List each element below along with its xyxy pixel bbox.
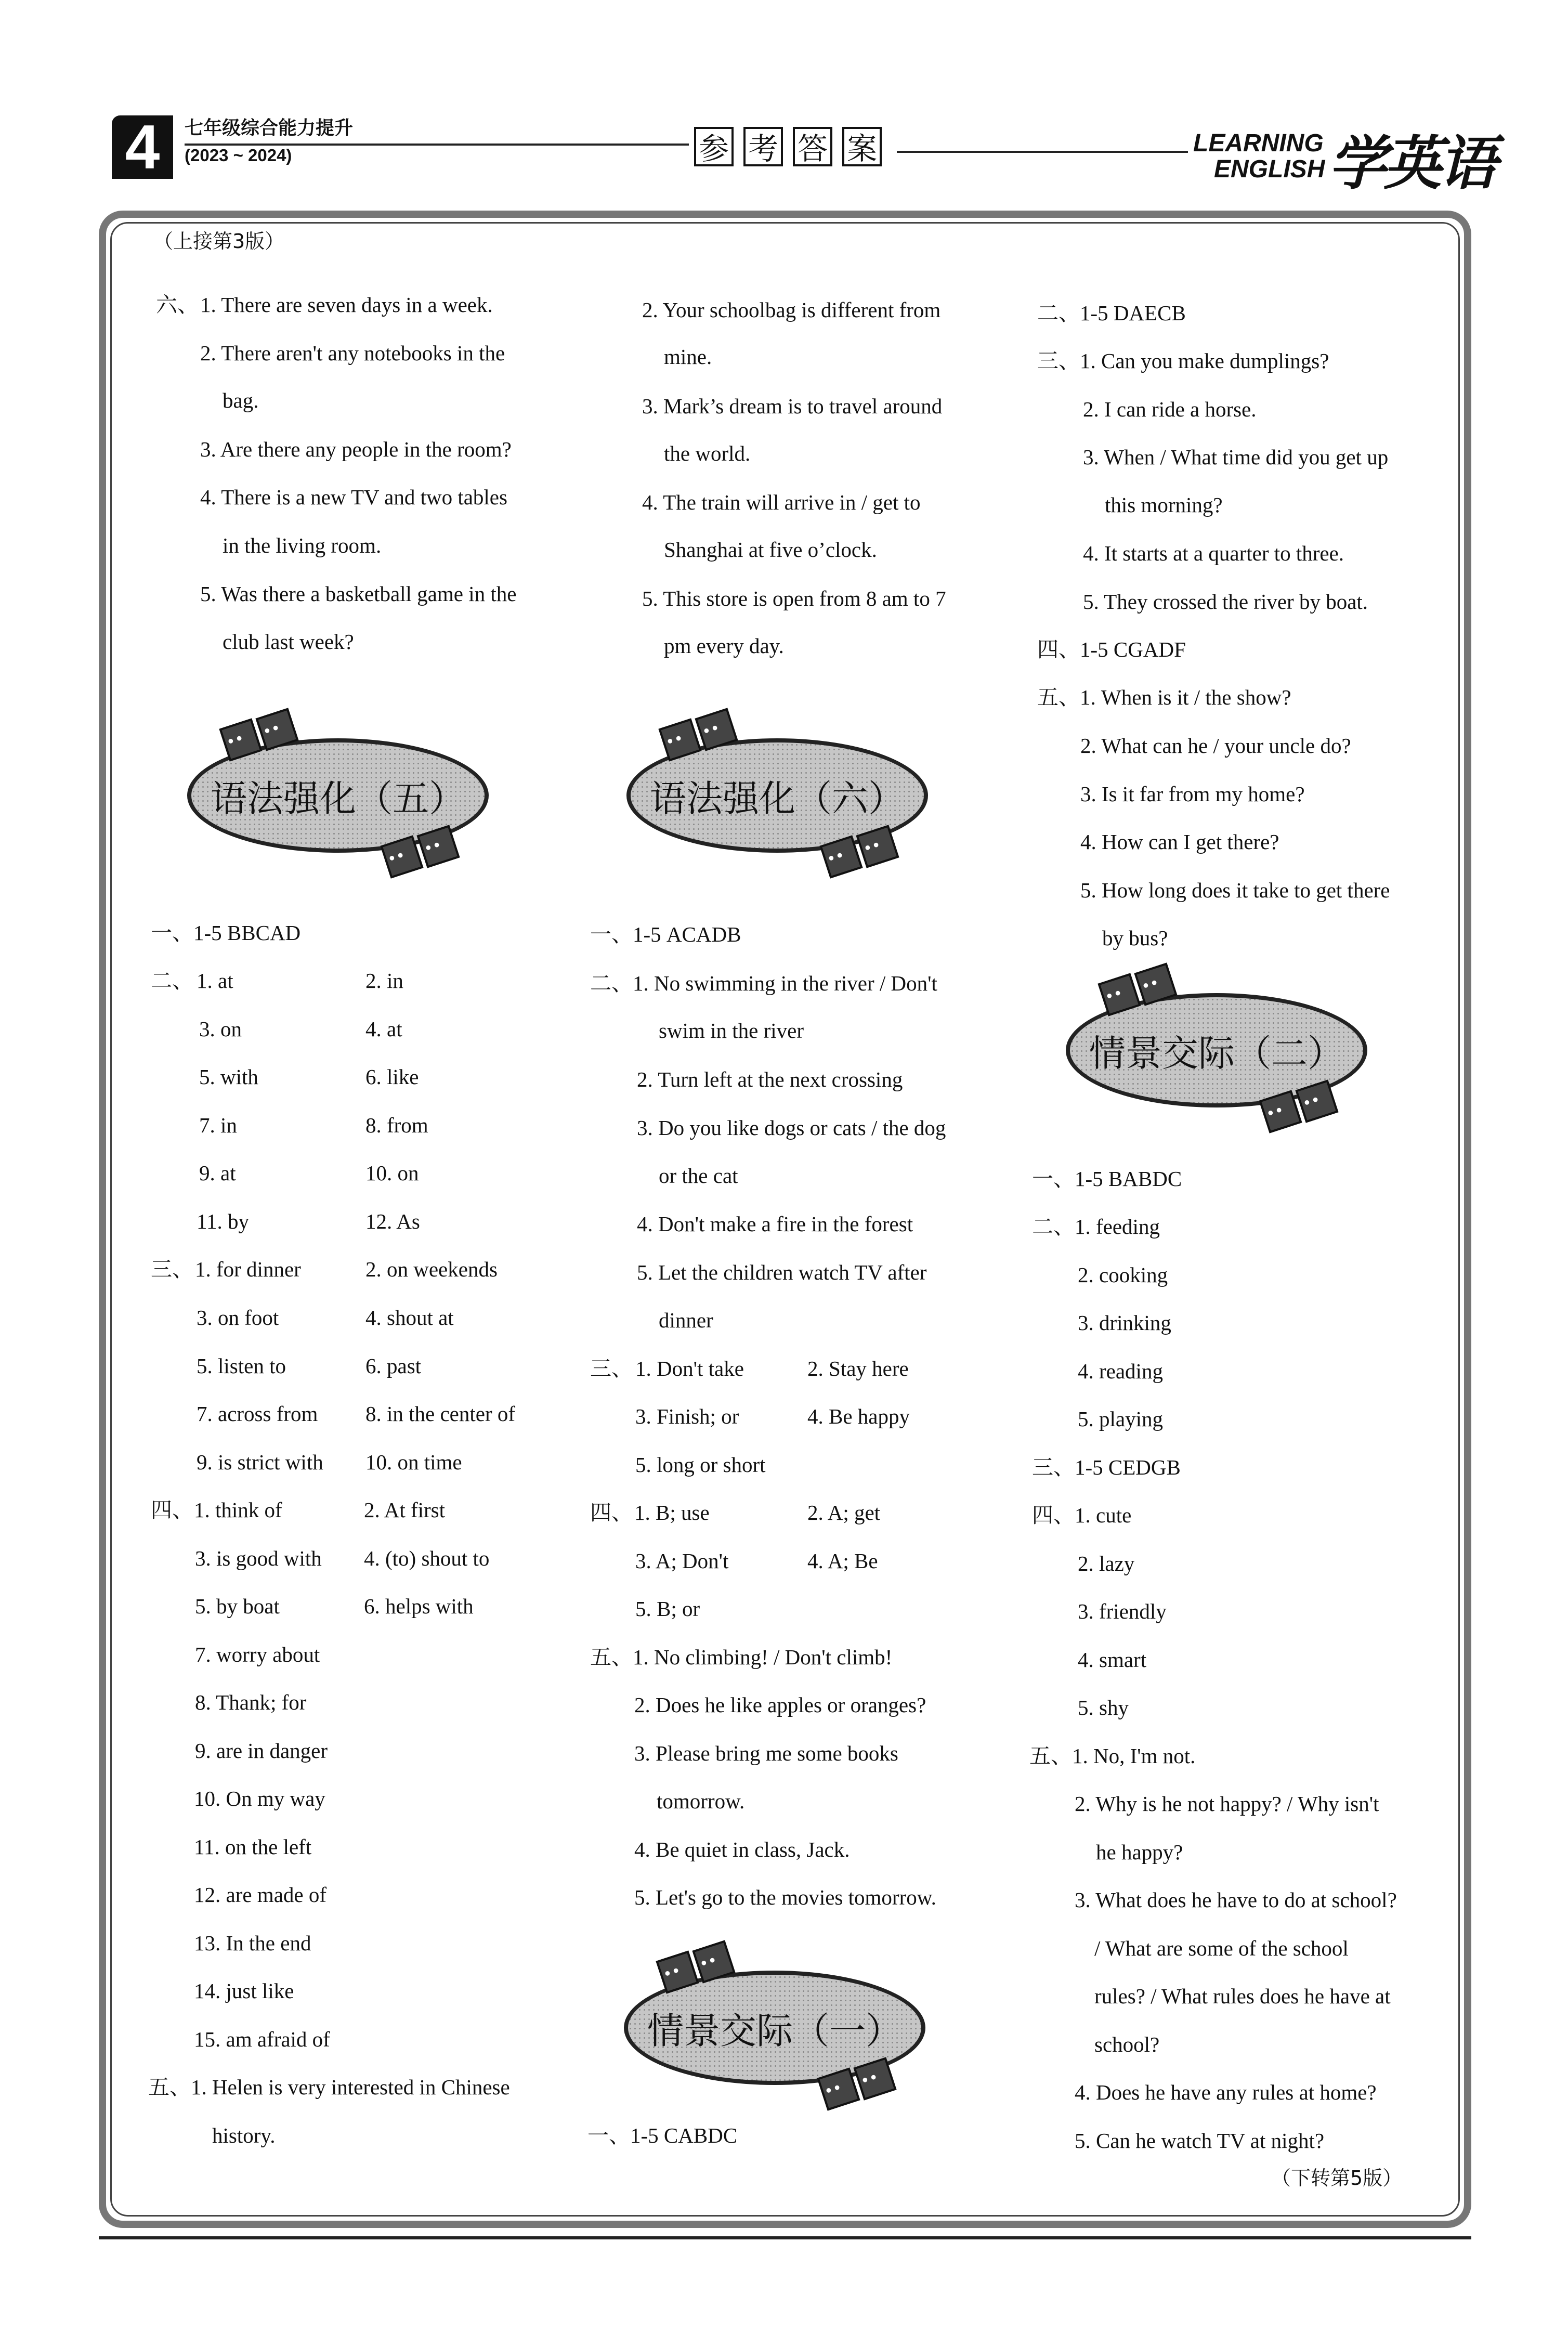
- answer-line: 2. Why is he not happy? / Why isn't: [1075, 1792, 1379, 1816]
- answer-line: 5. They crossed the river by boat.: [1083, 590, 1368, 614]
- answer-line: 3. drinking: [1078, 1311, 1171, 1335]
- answer-cell: 5. long or short: [635, 1453, 766, 1477]
- answer-line: 3. Is it far from my home?: [1080, 782, 1305, 806]
- answer-line: 二、1. feeding: [1032, 1215, 1160, 1239]
- answer-line: 3. Please bring me some books: [634, 1741, 898, 1765]
- answer-line: 五、1. No, I'm not.: [1029, 1744, 1196, 1768]
- answer-line: history.: [212, 2123, 276, 2147]
- answer-line: or the cat: [659, 1164, 738, 1188]
- answer-line: 3. Mark’s dream is to travel around: [642, 394, 943, 418]
- header-rule-left: [185, 144, 689, 146]
- answer-line: Shanghai at five o’clock.: [664, 538, 877, 562]
- answer-line: 四、1. cute: [1032, 1503, 1132, 1527]
- brand-english: ENGLISH: [1214, 155, 1325, 183]
- answer-line: 2. What can he / your uncle do?: [1080, 734, 1351, 758]
- continued-from-note: （上接第3版）: [153, 230, 285, 253]
- answer-line: 4. Be quiet in class, Jack.: [634, 1837, 850, 1861]
- answer-cell: 7. worry about: [195, 1643, 320, 1666]
- banner-title: 情景交际（一）: [647, 2010, 902, 2052]
- answer-line: 一、1-5 ACADB: [590, 922, 741, 946]
- answer-line: he happy?: [1096, 1840, 1183, 1864]
- section-label: 三、: [590, 1357, 633, 1380]
- answer-cell: 10. on time: [365, 1450, 462, 1474]
- answer-cell: 8. in the center of: [365, 1402, 516, 1426]
- answer-cell: 5. B; or: [635, 1597, 700, 1621]
- answer-char-1: 参: [694, 127, 734, 166]
- answer-cell: 4. at: [365, 1017, 402, 1041]
- answer-line: 5. Let's go to the movies tomorrow.: [634, 1885, 936, 1909]
- answer-line: 4. It starts at a quarter to three.: [1083, 541, 1344, 565]
- answer-line: 3. When / What time did you get up: [1083, 445, 1389, 469]
- answer-cell: 3. is good with: [195, 1546, 322, 1570]
- answer-cell: 12. are made of: [194, 1883, 326, 1907]
- answer-line: 4. Don't make a fire in the forest: [637, 1212, 913, 1236]
- answer-line: 3. What does he have to do at school?: [1075, 1888, 1397, 1912]
- answer-line: 一、1-5 BABDC: [1032, 1167, 1182, 1191]
- answer-cell: 3. on: [199, 1017, 242, 1041]
- answer-line: 五、1. No climbing! / Don't climb!: [590, 1645, 893, 1669]
- answer-cell: 9. at: [199, 1161, 236, 1185]
- answer-line: 2. I can ride a horse.: [1083, 397, 1257, 421]
- answer-cell: 7. in: [199, 1113, 237, 1137]
- answer-cell: 1. for dinner: [195, 1257, 301, 1281]
- answer-cell: 1. at: [197, 969, 233, 993]
- section-label: 二、: [151, 969, 193, 993]
- answer-line: 1. There are seven days in a week.: [200, 293, 493, 317]
- answer-char-3: 答: [793, 127, 832, 166]
- answer-cell: 8. from: [365, 1113, 428, 1137]
- answer-char-4: 案: [842, 127, 882, 166]
- header-title: 七年级综合能力提升: [185, 118, 354, 139]
- answer-line: mine.: [664, 345, 712, 369]
- answer-line: 二、1. No swimming in the river / Don't: [590, 971, 937, 995]
- answer-cell: 2. Stay here: [807, 1357, 909, 1380]
- answer-cell: 6. helps with: [364, 1594, 474, 1618]
- answer-cell: 12. As: [365, 1209, 420, 1233]
- footer-rule: [99, 2236, 1471, 2239]
- header-year: (2023 ~ 2024): [185, 146, 292, 165]
- answer-line: 3. Are there any people in the room?: [200, 437, 512, 461]
- answer-line: 3. Do you like dogs or cats / the dog: [637, 1116, 946, 1140]
- answer-line: swim in the river: [659, 1019, 804, 1042]
- answer-line: 4. There is a new TV and two tables: [200, 485, 507, 509]
- section-banner-dialogue-1: [613, 1945, 936, 2101]
- answer-cell: 1. B; use: [634, 1501, 710, 1524]
- answer-line: 5. Was there a basketball game in the: [200, 582, 517, 606]
- answer-line: 一、1-5 BBCAD: [151, 921, 301, 945]
- answer-cell: 5. with: [199, 1065, 258, 1089]
- answer-cell: 9. are in danger: [195, 1739, 328, 1763]
- answer-cell: 10. On my way: [194, 1787, 325, 1810]
- answer-line: bag.: [223, 388, 259, 412]
- section-banner-grammar-6: [616, 712, 938, 868]
- answer-line: 4. Does he have any rules at home?: [1075, 2080, 1377, 2104]
- answer-line: 2. lazy: [1078, 1552, 1135, 1575]
- answer-line: school?: [1094, 2032, 1160, 2056]
- answer-cell: 4. shout at: [365, 1306, 454, 1330]
- answer-cell: 13. In the end: [194, 1931, 311, 1955]
- answer-cell: 3. A; Don't: [635, 1549, 729, 1573]
- answer-cell: 1. Don't take: [635, 1357, 744, 1380]
- answer-cell: 14. just like: [194, 1979, 294, 2003]
- answer-line: 2. Turn left at the next crossing: [637, 1067, 903, 1091]
- answer-cell: 2. on weekends: [365, 1257, 498, 1281]
- page-number-badge: 4: [112, 115, 173, 179]
- answer-cell: 5. by boat: [195, 1594, 280, 1618]
- answer-cell: 9. is strict with: [197, 1450, 323, 1474]
- answer-line: 5. shy: [1078, 1696, 1129, 1719]
- section-label: 三、: [151, 1257, 193, 1281]
- answer-cell: 4. (to) shout to: [364, 1546, 490, 1570]
- answer-cell: 15. am afraid of: [194, 2027, 330, 2051]
- answer-line: / What are some of the school: [1094, 1936, 1349, 1960]
- banner-title: 情景交际（二）: [1089, 1032, 1344, 1075]
- answer-line: 三、1-5 CEDGB: [1032, 1455, 1181, 1479]
- answer-line: 4. How can I get there?: [1080, 830, 1279, 854]
- answer-line: tomorrow.: [657, 1789, 745, 1813]
- header-rule-right: [897, 151, 1188, 153]
- section-banner-dialogue-2: [1055, 967, 1378, 1123]
- answer-line: pm every day.: [664, 634, 784, 658]
- answer-cell: 8. Thank; for: [195, 1690, 307, 1714]
- answer-line: 5. Let the children watch TV after: [637, 1260, 927, 1284]
- answer-cell: 2. At first: [364, 1498, 446, 1522]
- answer-line: 4. reading: [1078, 1359, 1163, 1383]
- banner-title: 语法强化（六）: [650, 777, 905, 820]
- answer-line: 一、1-5 CABDC: [587, 2123, 738, 2147]
- answer-cell: 2. in: [365, 969, 403, 993]
- answer-line: 五、1. When is it / the show?: [1037, 685, 1291, 709]
- section-label: 六、: [156, 293, 199, 317]
- answer-cell: 3. on foot: [197, 1306, 279, 1330]
- answer-line: 4. The train will arrive in / get to: [642, 490, 921, 514]
- section-banner-grammar-5: [177, 712, 499, 868]
- answer-cell: 11. by: [197, 1209, 249, 1233]
- answer-line: rules? / What rules does he have at: [1094, 1984, 1391, 2008]
- answer-cell: 2. A; get: [807, 1501, 881, 1524]
- brand-logo: 学英语: [1328, 129, 1494, 198]
- answer-line: 5. playing: [1078, 1407, 1163, 1431]
- answer-line: in the living room.: [223, 533, 382, 557]
- banner-title: 语法强化（五）: [211, 777, 465, 820]
- answer-line: 5. How long does it take to get there: [1080, 878, 1390, 902]
- answer-line: 3. friendly: [1078, 1599, 1167, 1623]
- answer-cell: 7. across from: [197, 1402, 318, 1426]
- answer-line: 5. This store is open from 8 am to 7: [642, 586, 946, 610]
- answer-cell: 1. think of: [194, 1498, 282, 1522]
- answer-line: this morning?: [1105, 493, 1223, 517]
- answer-line: by bus?: [1102, 926, 1168, 950]
- answer-cell: 3. Finish; or: [635, 1404, 739, 1428]
- answer-cell: 11. on the left: [194, 1835, 312, 1859]
- answer-line: club last week?: [223, 630, 354, 654]
- answer-line: 2. cooking: [1078, 1263, 1168, 1287]
- answer-line: dinner: [659, 1308, 713, 1332]
- answer-line: 5. Can he watch TV at night?: [1075, 2129, 1325, 2153]
- answer-line: 四、1-5 CGADF: [1037, 637, 1186, 661]
- answer-cell: 5. listen to: [197, 1354, 286, 1378]
- answer-cell: 4. A; Be: [807, 1549, 878, 1573]
- answer-cell: 10. on: [365, 1161, 419, 1185]
- answer-line: 五、1. Helen is very interested in Chinese: [148, 2075, 510, 2099]
- answer-cell: 4. Be happy: [807, 1404, 910, 1428]
- section-label: 四、: [151, 1498, 193, 1522]
- answer-line: the world.: [664, 441, 751, 465]
- answer-line: 2. Does he like apples or oranges?: [634, 1693, 926, 1717]
- section-label: 四、: [590, 1501, 633, 1524]
- answer-cell: 6. past: [365, 1354, 422, 1378]
- answer-line: 二、1-5 DAECB: [1037, 301, 1186, 325]
- answer-line: 三、1. Can you make dumplings?: [1037, 349, 1329, 373]
- answer-line: 2. Your schoolbag is different from: [642, 298, 941, 322]
- answer-cell: 6. like: [365, 1065, 419, 1089]
- answer-char-2: 考: [743, 127, 783, 166]
- answer-line: 4. smart: [1078, 1648, 1147, 1672]
- continued-to-note: （下转第5版）: [1271, 2167, 1403, 2189]
- brand-learning: LEARNING: [1193, 129, 1324, 157]
- answer-line: 2. There aren't any notebooks in the: [200, 341, 505, 365]
